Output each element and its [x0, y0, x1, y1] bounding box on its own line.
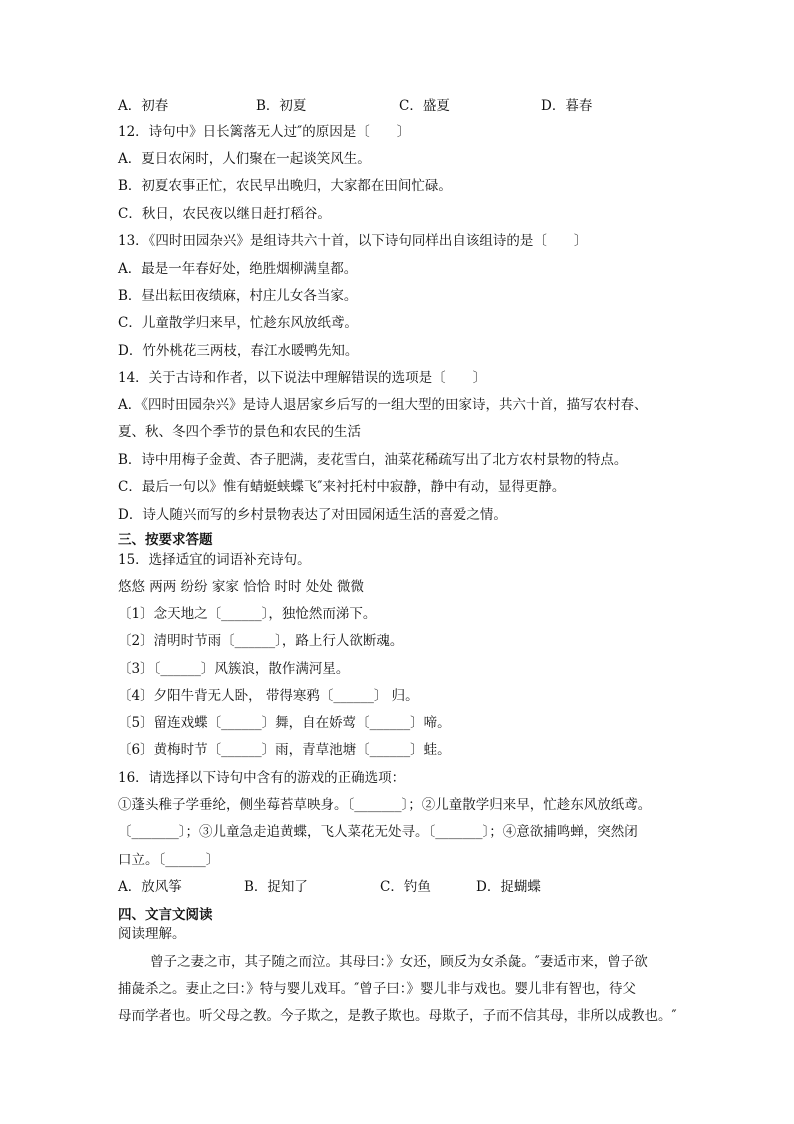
reading-passage-line-1: 曾子之妻之市，其子随之而泣。其母曰：》女还，顾反为女杀彘。″妻适市来，曾子欲 — [150, 954, 648, 970]
q12-option-b: B．初夏农事正忙，农民早出晚归，大家都在田间忙碌。 — [118, 178, 452, 194]
q15-item-6: 〔6〕黄梅时节〔______〕雨，青草池塘〔______〕蛙。 — [118, 742, 451, 758]
q16-stem: 16．请选择以下诗句中含有的游戏的正确选项： — [118, 770, 406, 786]
q11-option-d: D．暮春 — [541, 98, 593, 114]
q15-item-2: 〔2〕清明时节雨〔______〕，路上行人欲断魂。 — [118, 633, 404, 649]
q15-item-1: 〔1〕念天地之〔______〕，独怆然而涕下。 — [118, 606, 377, 622]
section-4-heading: 四、文言文阅读 — [118, 907, 213, 923]
q13-option-b: B．昼出耘田夜绩麻，村庄儿女各当家。 — [118, 288, 358, 304]
q11-option-a: A．初春 — [118, 98, 169, 114]
section-3-heading: 三、按要求答题 — [118, 532, 213, 548]
q16-line-1: ①蓬头稚子学垂纶，侧坐莓苔草映身。〔_______〕；②儿童散学归来早，忙趁东风放纸鸢。 — [118, 797, 652, 813]
q12-option-a: A．夏日农闲时，人们聚在一起谈笑风生。 — [118, 151, 371, 167]
q11-option-b: B．初夏 — [256, 98, 307, 114]
q13-stem: 13．《四时田园杂兴》是组诗共六十首，以下诗句同样出自该组诗的是〔 〕 — [118, 233, 588, 249]
q12-stem: 12．诗句中》日长篱落无人过″的原因是〔 〕 — [118, 124, 411, 140]
q14-option-b: B．诗中用梅子金黄、杏子肥满，麦花雪白，油菜花稀疏写出了北方农村景物的特点。 — [118, 452, 628, 468]
q14-option-a-line1: A．《四时田园杂兴》是诗人退居家乡后写的一组大型的田家诗，共六十首，描写农村春、 — [118, 397, 648, 413]
q14-option-c: C．最后一句以》惟有蜻蜓蛱蝶飞″来衬托村中寂静，静中有动，显得更静。 — [118, 479, 566, 495]
q16-option-d: D．捉蝴蝶 — [476, 879, 541, 895]
q15-item-3: 〔3〕〔______〕风簇浪，散作满河星。 — [118, 661, 350, 677]
q16-option-c: C．钓鱼 — [380, 879, 431, 895]
q16-option-a: A．放风筝 — [118, 879, 182, 895]
q14-option-d: D．诗人随兴而写的乡村景物表达了对田园闲适生活的喜爱之情。 — [118, 507, 507, 523]
q15-item-4: 〔4〕夕阳牛背无人卧， 带得寒鸦〔______〕 归。 — [118, 688, 419, 704]
q15-word-bank: 悠悠 两两 纷纷 家家 恰恰 时时 处处 微微 — [118, 579, 365, 595]
reading-intro: 阅读理解。 — [118, 926, 186, 942]
q16-line-3: 口立。〔______〕 — [118, 852, 220, 868]
q13-option-c: C．儿童散学归来早，忙趁东风放纸鸢。 — [118, 315, 358, 331]
q14-option-a-line2: 夏、秋、冬四个季节的景色和农民的生活 — [118, 424, 361, 440]
q12-option-c: C．秋日，农民夜以继日赶打稻谷。 — [118, 206, 331, 222]
q15-item-5: 〔5〕留连戏蝶〔______〕舞，自在娇莺〔______〕啼。 — [118, 715, 451, 731]
q15-stem: 15．选择适宜的词语补充诗句。 — [118, 552, 311, 568]
q11-option-c: C．盛夏 — [399, 98, 450, 114]
q13-option-a: A．最是一年春好处，绝胜烟柳满皇都。 — [118, 261, 358, 277]
q14-stem: 14．关于古诗和作者，以下说法中理解错误的选项是〔 〕 — [118, 370, 487, 386]
q16-line-2: 〔_______〕；③儿童急走追黄蝶，飞人菜花无处寻。〔_______〕；④意欲捕鸣蝉，突然闭 — [118, 824, 638, 840]
q13-option-d: D．竹外桃花三两枝，春江水暖鸭先知。 — [118, 343, 359, 359]
q16-option-b: B．捉知了 — [244, 879, 308, 895]
reading-passage-line-3: 母而学者也。听父母之教。今子欺之，是教子欺也。母欺子，子而不信其母，非所以成教也。″ — [118, 1008, 677, 1024]
reading-passage-line-2: 捕彘杀之。妻止之曰：》特与婴儿戏耳。″曾子曰：》婴儿非与戏也。婴儿非有智也，待父 — [118, 981, 637, 997]
